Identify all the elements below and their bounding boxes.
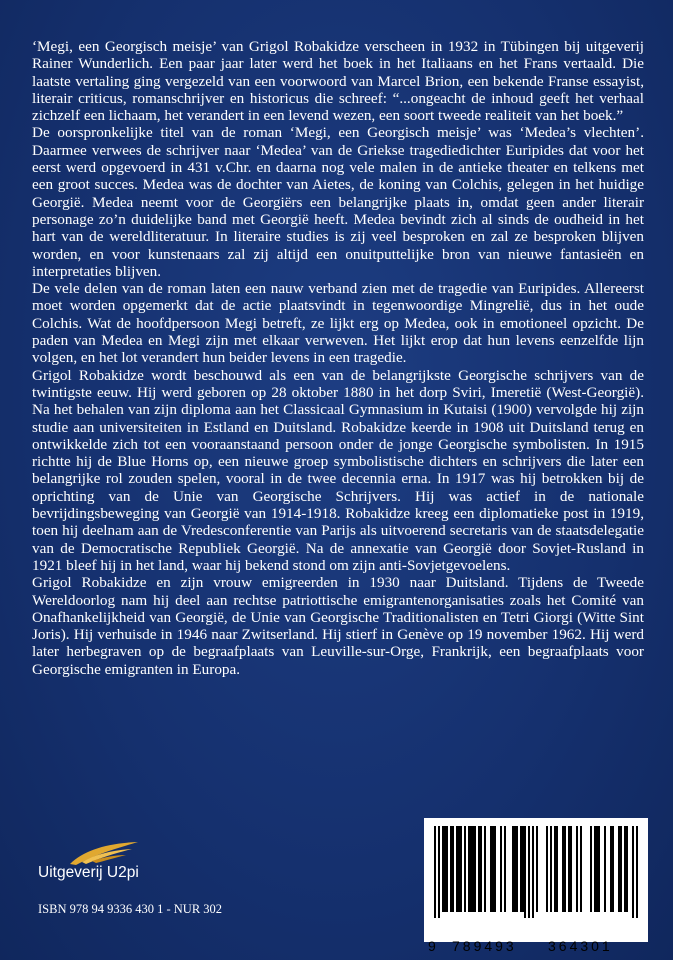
barcode-bar	[580, 826, 582, 912]
barcode-bar	[472, 826, 474, 912]
barcode-bar	[468, 826, 470, 912]
barcode-bar	[620, 826, 622, 912]
barcode-bar	[434, 826, 436, 918]
barcode-bar	[514, 826, 516, 912]
barcode-bar	[556, 826, 558, 912]
barcode-bar	[452, 826, 454, 912]
barcode-bar	[512, 826, 514, 912]
barcode-bar	[598, 826, 600, 912]
isbn-nur: ISBN 978 94 9336 430 1 - NUR 302	[38, 902, 223, 916]
barcode-bar	[520, 826, 522, 912]
barcode-bar	[596, 826, 598, 912]
barcode-bar	[632, 826, 634, 918]
barcode-bar	[474, 826, 476, 912]
barcode-bar	[460, 826, 462, 912]
barcode-bar	[522, 826, 524, 912]
barcode-bar	[590, 826, 592, 912]
barcode-bar	[568, 826, 570, 912]
barcode-bar	[550, 826, 552, 912]
barcode-bar	[612, 826, 614, 912]
barcode-bar	[594, 826, 596, 912]
barcode-bar	[536, 826, 538, 912]
barcode-bar	[490, 826, 492, 912]
barcode-bar	[478, 826, 480, 912]
barcode-bar	[458, 826, 460, 912]
paragraph-5: Grigol Robakidze en zijn vrouw emigreerden in 1930 naar Duitsland. Tijdens de Tweede Wereldoorlog nam hij deel aan rechtse patriottische emigrantenorganisaties zoals het Comité van Onafhankelijkheid van Georgië, de Unie van Georgische Traditionalisten en Tetri Giorgi (Witte Sint Joris). Hij verhuisde in 1946 naar Zwitserland. Hij stierf in Genève op 19 november 1962. Hij werd later herbegraven op de begraafplaats van Leuville-sur-Orge, Frankrijk, een begraafplaats voor Georgische emigranten in Europa.	[32, 574, 644, 678]
barcode-bar	[470, 826, 472, 912]
barcode-bar	[464, 826, 466, 912]
paragraph-2: De oorspronkelijke titel van de roman ‘Megi, een Georgisch meisje’ was ‘Medea’s vlechten’. Daarmee verwees de schrijver naar ‘Medea’ van de Griekse tragediedichter Euripides dat voor het eerst werd opgevoerd in 431 v.Chr. en daarna nog vele malen in de antieke theater en telkens met een groot succes. Medea was de dochter van Aietes, de koning van Colchis, gelegen in het huidige Georgië. Medea neemt voor de Georgiërs een belangrijke plaats in, omdat geen ander literair personage zo’n duidelijke band met Georgië heeft. Medea bevindt zich al sinds de oudheid in het hart van de wereldliteratuur. In literaire studies is zij veel besproken en zal ze besproken blijven worden, en voor kunstenaars zal zij altijd een onuitputtelijke bron van nieuwe fantasieën en interpretaties blijven.	[32, 124, 644, 280]
barcode-bar	[532, 826, 534, 918]
barcode-left-group: 789493	[452, 938, 517, 954]
barcode-bar	[446, 826, 448, 912]
barcode-bar	[576, 826, 578, 912]
barcode-bar	[624, 826, 626, 912]
barcode-bar	[492, 826, 494, 912]
barcode-bar	[546, 826, 548, 912]
barcode	[424, 818, 648, 954]
barcode-bar	[504, 826, 506, 912]
barcode-bar	[442, 826, 444, 912]
paragraph-4: Grigol Robakidze wordt beschouwd als een van de belangrijkste Georgische schrijvers van de twintigste eeuw. Hij werd geboren op 28 oktober 1880 in het dorp Sviri, Imeretië (West-Georgië). Na het behalen van zijn diploma aan het Classicaal Gymnasium in Kutaisi (1900) vervolgde hij zijn studie aan universiteiten in Estland en Duitsland. Robakidze keerde in 1908 uit Duitsland terug en ontwikkelde zich tot een vooraanstaand persoon onder de jonge Georgische symbolisten. In 1915 richtte hij de Blue Horns op, een nieuwe groep symbolistische dichters en schrijvers die later een belangrijke rol zouden spelen, vooral in de twee decennia erna. In 1917 was hij betrokken bij de oprichting van de Unie van Georgische Schrijvers. Hij was actief in de nationale bevrijdingsbeweging van Georgië van 1914-1918. Robakidze kreeg een diplomatieke post in 1919, toen hij deelnam aan de Vredesconferentie van Parijs als uitvoerend secretaris van de staatsdelegatie van de Democratische Republiek Georgië. Na de annexatie van Georgië door Sovjet-Rusland in 1921 bleef hij in het land, waar hij bekend stond om zijn anti-Sovjetgevoelens.	[32, 366, 644, 574]
barcode-bars	[432, 826, 640, 918]
barcode-bar	[562, 826, 564, 912]
publisher-name: Uitgeverij U2pi	[38, 864, 139, 881]
barcode-bar	[494, 826, 496, 912]
barcode-bar	[564, 826, 566, 912]
barcode-bar	[480, 826, 482, 912]
paragraph-1: ‘Megi, een Georgisch meisje’ van Grigol Robakidze verscheen in 1932 in Tübingen bij uitgeverij Rainer Wunderlich. Een paar jaar later werd het boek in het Italiaans en het Frans vertaald. Die laatste vertaling ging vergezeld van een voorwoord van Marcel Brion, een bekende Franse essayist, literair criticus, romanschrijver en historicus die schreef: “...ongeacht de inhoud geeft het verhaal zichzelf een lichaam, het verandert in een levend wezen, een soort tweede realiteit van het boek.”	[32, 38, 644, 125]
barcode-bar	[524, 826, 526, 918]
barcode-bar	[516, 826, 518, 912]
barcode-bar	[604, 826, 606, 912]
barcode-bar	[500, 826, 502, 912]
barcode-bar	[570, 826, 572, 912]
barcode-lead-digit: 9	[428, 938, 437, 954]
barcode-bar	[456, 826, 458, 912]
barcode-bar	[626, 826, 628, 912]
barcode-bar	[618, 826, 620, 912]
barcode-right-group: 364301	[548, 938, 613, 954]
barcode-bar	[444, 826, 446, 912]
blurb-text	[32, 38, 644, 678]
barcode-bar	[610, 826, 612, 912]
barcode-bar	[450, 826, 452, 912]
barcode-bar	[484, 826, 486, 912]
wing-logo-icon	[66, 840, 140, 866]
barcode-bar	[636, 826, 638, 918]
barcode-bar	[554, 826, 556, 912]
barcode-bar	[528, 826, 530, 918]
barcode-bar	[438, 826, 440, 918]
paragraph-3: De vele delen van de roman laten een nauw verband zien met de tragedie van Euripides. Allereerst moet worden opgemerkt dat de actie plaatsvindt in tegenwoordige Mingrelië, dus in het oude Colchis. Wat de hoofdpersoon Megi betreft, ze lijkt erg op Medea, ook in emotioneel opzicht. De paden van Medea en Megi zijn met elkaar verweven. Het lijkt erop dat hun levens eenzelfde lijn volgen, en het lot verandert hun beider levens in een tragedie.	[32, 280, 644, 367]
